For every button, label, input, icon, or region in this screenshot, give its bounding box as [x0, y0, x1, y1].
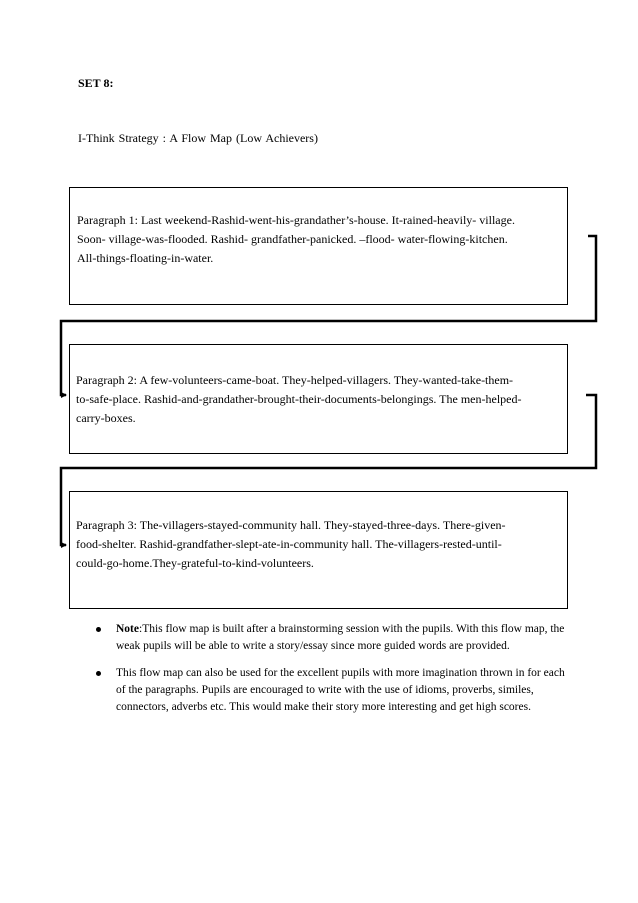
paragraph-1-line-2: Soon- village-was-flooded. Rashid- grandfather-panicked. –flood- water-flowing-kitchen.: [77, 232, 508, 246]
paragraph-2-line-3: carry-boxes.: [76, 411, 136, 425]
note-text: This flow map can also be used for the excellent pupils with more imagination thrown in for each of the paragraphs. Pupils are encouraged to write with the use of idioms, proverbs, similes, connectors, adverbs etc. This would make their story more interesting and get high scores.: [116, 667, 565, 713]
note-label: Note: [116, 623, 139, 635]
paragraph-1-line-3: All-things-floating-in-water.: [77, 251, 214, 265]
bullet-icon: [96, 671, 101, 676]
paragraph-2-line-1: Paragraph 2: A few-volunteers-came-boat. They-helped-villagers. They-wanted-take-them-: [76, 373, 514, 387]
paragraph-1-line-1: Paragraph 1: Last weekend-Rashid-went-his-grandather’s-house. It-rained-heavily- village.: [77, 213, 515, 227]
paragraph-3-line-3: could-go-home.They-grateful-to-kind-volunteers.: [76, 556, 314, 570]
set-title: SET 8:: [78, 76, 114, 90]
paragraph-2-line-2: to-safe-place. Rashid-and-grandather-brought-their-documents-belongings. The men-helped-: [76, 392, 522, 406]
connector-2-to-3: [61, 395, 596, 545]
note-item: [95, 665, 565, 716]
page-subtitle: I-Think Strategy : A Flow Map (Low Achievers): [78, 131, 318, 145]
note-text: :This flow map is built after a brainstorming session with the pupils. With this flow map, the weak pupils will be able to write a story/essay since more guided words are provided.: [116, 623, 565, 652]
paragraph-3-line-1: Paragraph 3: The-villagers-stayed-community hall. They-stayed-three-days. There-given-: [76, 518, 506, 532]
notes-list: [95, 621, 565, 726]
connector-1-to-2: [61, 236, 596, 395]
paragraph-3-line-2: food-shelter. Rashid-grandfather-slept-ate-in-community hall. The-villagers-rested-until-: [76, 537, 502, 551]
bullet-icon: [96, 627, 101, 632]
note-item: [95, 621, 565, 655]
